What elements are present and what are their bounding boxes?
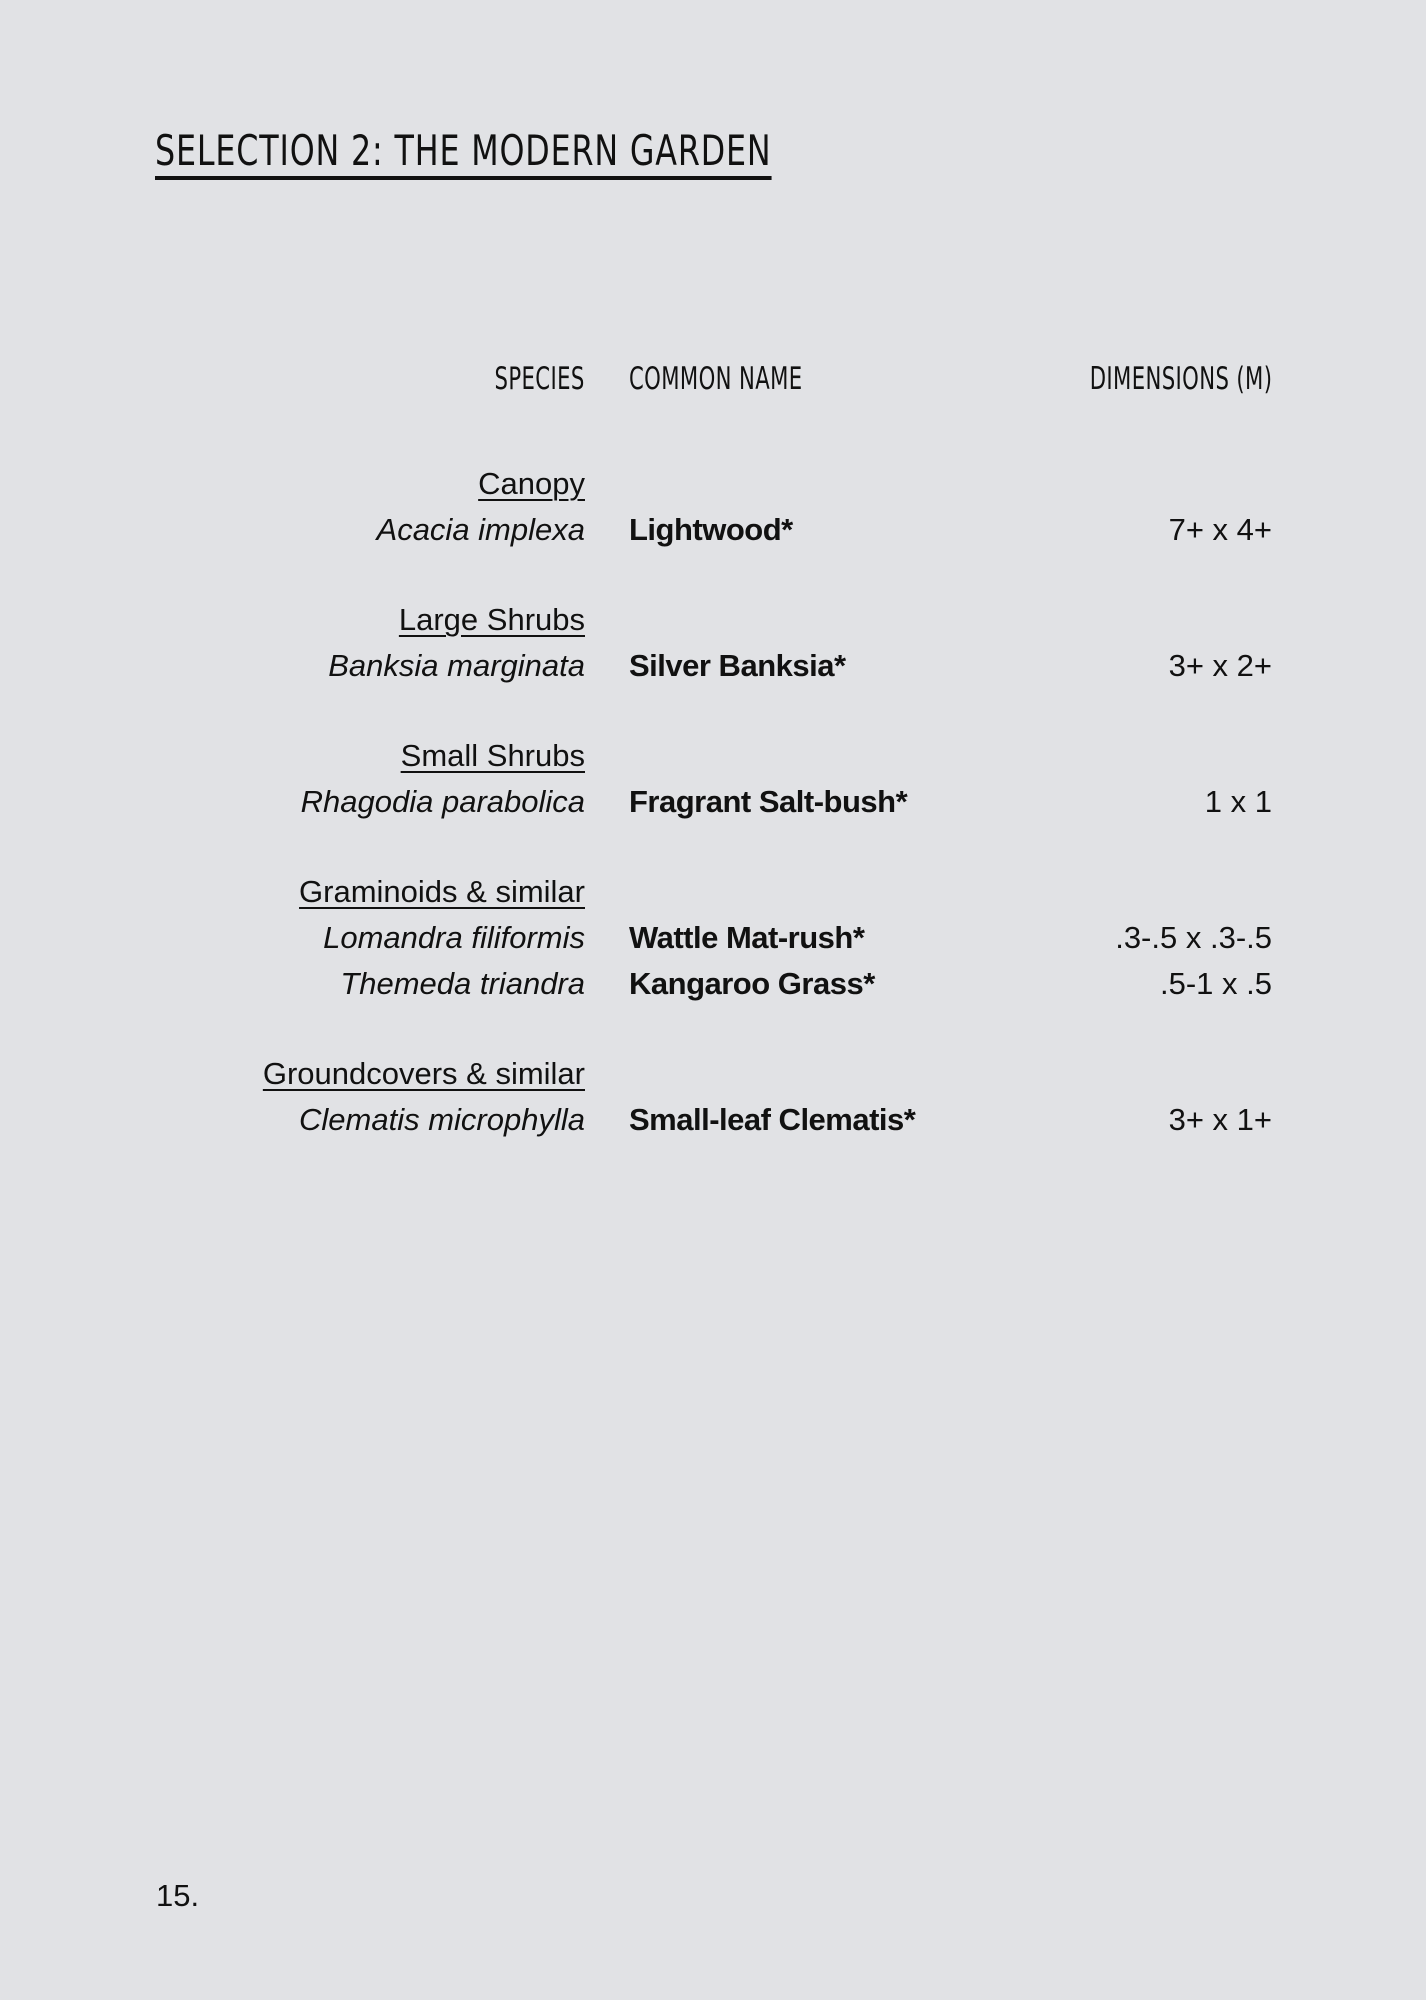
common-name: Lightwood* [629, 512, 793, 547]
dimensions-value: 7+ x 4+ [1168, 512, 1272, 547]
column-header-dimensions: DIMENSIONS (M) [1089, 361, 1272, 397]
common-name: Small-leaf Clematis* [629, 1102, 916, 1137]
common-name: Wattle Mat-rush* [629, 920, 865, 955]
common-name: Kangaroo Grass* [629, 966, 875, 1001]
dimensions-value: 3+ x 2+ [1168, 648, 1272, 683]
dimensions-value: .5-1 x .5 [1160, 966, 1272, 1001]
dimensions-value: 3+ x 1+ [1168, 1102, 1272, 1137]
category-graminoids: Graminoids & similar [299, 874, 585, 909]
species-name: Lomandra filiformis [323, 920, 585, 955]
column-header-species: SPECIES [494, 361, 585, 397]
category-large-shrubs: Large Shrubs [398, 602, 585, 637]
column-header-common-name: COMMON NAME [629, 361, 803, 397]
category-small-shrubs: Small Shrubs [400, 738, 585, 773]
category-canopy: Canopy [478, 466, 585, 501]
common-name: Fragrant Salt-bush* [629, 784, 908, 819]
dimensions-value: 1 x 1 [1204, 784, 1272, 819]
category-groundcovers: Groundcovers & similar [262, 1056, 585, 1091]
dimensions-value: .3-.5 x .3-.5 [1115, 920, 1272, 955]
species-name: Clematis microphylla [299, 1102, 585, 1137]
page-title: SELECTION 2: THE MODERN GARDEN [155, 128, 772, 180]
page-number: 15. [156, 1878, 200, 1913]
common-name: Silver Banksia* [629, 648, 846, 683]
species-name: Rhagodia parabolica [300, 784, 585, 819]
species-name: Acacia implexa [376, 512, 585, 547]
species-name: Banksia marginata [328, 648, 585, 683]
species-name: Themeda triandra [340, 966, 585, 1001]
